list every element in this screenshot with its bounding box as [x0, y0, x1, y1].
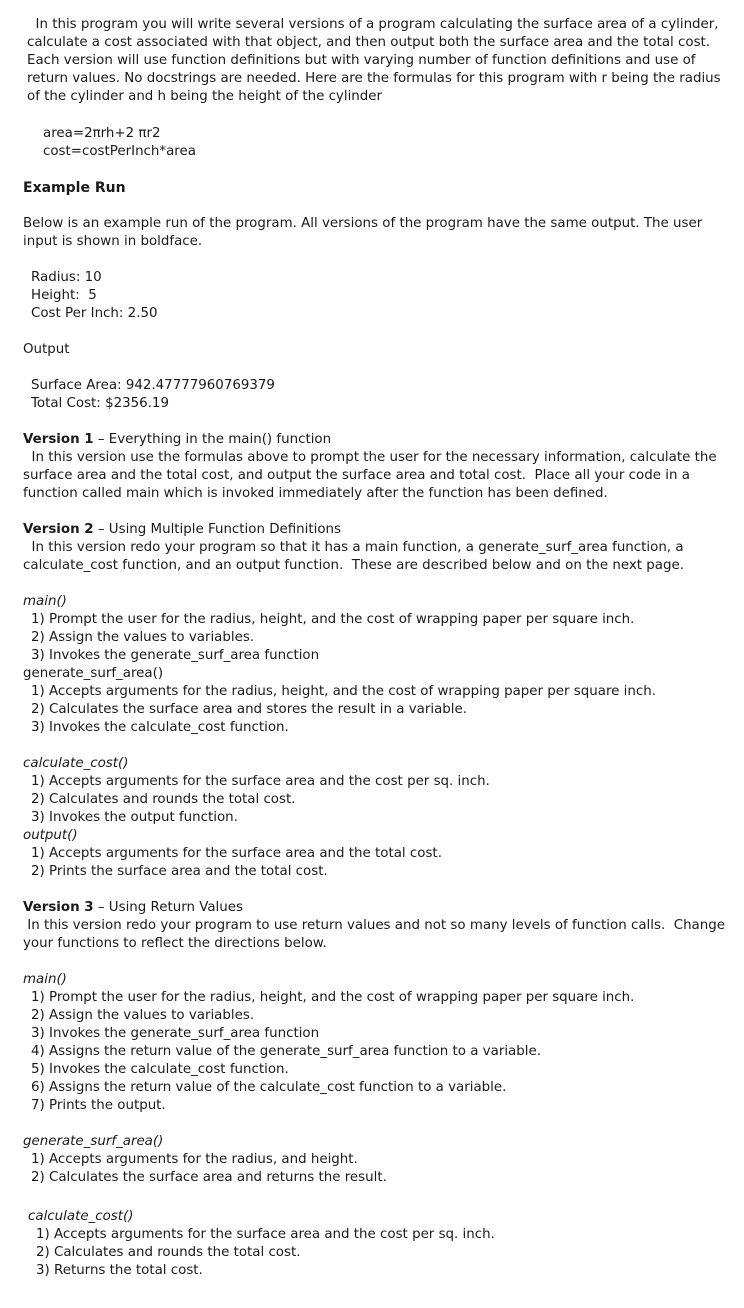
- example-output-area: Surface Area: 942.47777960769379: [31, 378, 275, 393]
- example-input-radius: Radius: 10: [31, 270, 102, 285]
- version-1-label: Version 1: [23, 432, 94, 447]
- version-3-heading: [23, 899, 243, 917]
- version-1-line: function called main which is invoked immediately after the function has been defined.: [23, 486, 608, 501]
- area-formula: area=2πrh+2 πr2: [43, 126, 161, 141]
- version-1-heading: [23, 431, 331, 449]
- v3-main-step: 6) Assigns the return value of the calculate_cost function to a variable.: [31, 1080, 507, 1095]
- v3-main-step: 2) Assign the values to variables.: [31, 1008, 255, 1023]
- v3-main-step: 7) Prints the output.: [31, 1098, 166, 1113]
- v2-output-title: output(): [23, 828, 78, 843]
- v3-gsa-step: 1) Accepts arguments for the radius, and height.: [31, 1152, 358, 1167]
- intro-line: return values. No docstrings are needed. Here are the formulas for this program with r being the radius: [27, 71, 721, 86]
- example-desc-line: Below is an example run of the program. All versions of the program have the same output. The user: [23, 216, 703, 231]
- output-label: Output: [23, 342, 70, 357]
- intro-line: Each version will use function definitions but with varying number of function definitions and use of: [27, 53, 696, 68]
- version-1-line: In this version use the formulas above to prompt the user for the necessary information, calculate the: [23, 450, 717, 465]
- version-2-label: Version 2: [23, 522, 94, 537]
- intro-line: calculate a cost associated with that object, and then output both the surface area and the total cost.: [27, 35, 711, 50]
- v3-main-step: 5) Invokes the calculate_cost function.: [31, 1062, 289, 1077]
- intro-line: In this program you will write several versions of a program calculating the surface area of a cylinder,: [27, 17, 719, 32]
- example-desc-line: input is shown in boldface.: [23, 234, 203, 249]
- version-3-line: In this version redo your program to use return values and not so many levels of function calls. Change: [23, 918, 725, 933]
- v2-output-step: 2) Prints the surface area and the total cost.: [31, 864, 328, 879]
- v2-gsa-step: 2) Calculates the surface area and stores the result in a variable.: [31, 702, 467, 717]
- version-3-line: your functions to reflect the directions below.: [23, 936, 327, 951]
- version-1-line: surface area and the total cost, and output the surface area and total cost. Place all your code in a: [23, 468, 690, 483]
- example-output-cost: Total Cost: $2356.19: [31, 396, 169, 411]
- intro-line: of the cylinder and h being the height of the cylinder: [27, 89, 383, 104]
- v2-main-step: 1) Prompt the user for the radius, height, and the cost of wrapping paper per square inch.: [31, 612, 635, 627]
- v2-gsa-title: generate_surf_area(): [23, 666, 164, 681]
- v2-gsa-step: 1) Accepts arguments for the radius, height, and the cost of wrapping paper per square inch.: [31, 684, 656, 699]
- v3-main-step: 4) Assigns the return value of the generate_surf_area function to a variable.: [31, 1044, 541, 1059]
- version-3-subtitle: – Using Return Values: [93, 900, 243, 915]
- v3-main-step: 1) Prompt the user for the radius, height, and the cost of wrapping paper per square inch.: [31, 990, 635, 1005]
- v3-cc-step: 3) Returns the total cost.: [36, 1263, 203, 1278]
- v2-main-step: 2) Assign the values to variables.: [31, 630, 255, 645]
- version-1-subtitle: – Everything in the main() function: [93, 432, 332, 447]
- version-2-subtitle: – Using Multiple Function Definitions: [93, 522, 342, 537]
- version-2-line: calculate_cost function, and an output function. These are described below and on the next page.: [23, 558, 684, 573]
- v3-cc-step: 1) Accepts arguments for the surface area and the cost per sq. inch.: [36, 1227, 495, 1242]
- v2-output-step: 1) Accepts arguments for the surface area and the total cost.: [31, 846, 442, 861]
- v3-main-step: 3) Invokes the generate_surf_area function: [31, 1026, 320, 1041]
- v3-cc-title: calculate_cost(): [28, 1209, 134, 1224]
- v2-cc-title: calculate_cost(): [23, 756, 129, 771]
- v2-cc-step: 3) Invokes the output function.: [31, 810, 238, 825]
- v3-cc-step: 2) Calculates and rounds the total cost.: [36, 1245, 301, 1260]
- example-input-height: Height: 5: [31, 288, 97, 303]
- version-2-heading: [23, 521, 341, 539]
- example-run-heading: Example Run: [23, 180, 126, 196]
- example-input-cost: Cost Per Inch: 2.50: [31, 306, 158, 321]
- v2-main-step: 3) Invokes the generate_surf_area function: [31, 648, 320, 663]
- v2-cc-step: 1) Accepts arguments for the surface area and the cost per sq. inch.: [31, 774, 490, 789]
- v2-main-title: main(): [23, 594, 67, 609]
- v3-main-title: main(): [23, 972, 67, 987]
- v2-cc-step: 2) Calculates and rounds the total cost.: [31, 792, 296, 807]
- cost-formula: cost=costPerInch*area: [43, 144, 196, 159]
- v3-gsa-step: 2) Calculates the surface area and returns the result.: [31, 1170, 387, 1185]
- version-3-label: Version 3: [23, 900, 94, 915]
- version-2-line: In this version redo your program so that it has a main function, a generate_surf_area function, a: [23, 540, 684, 555]
- v2-gsa-step: 3) Invokes the calculate_cost function.: [31, 720, 289, 735]
- v3-gsa-title: generate_surf_area(): [23, 1134, 164, 1149]
